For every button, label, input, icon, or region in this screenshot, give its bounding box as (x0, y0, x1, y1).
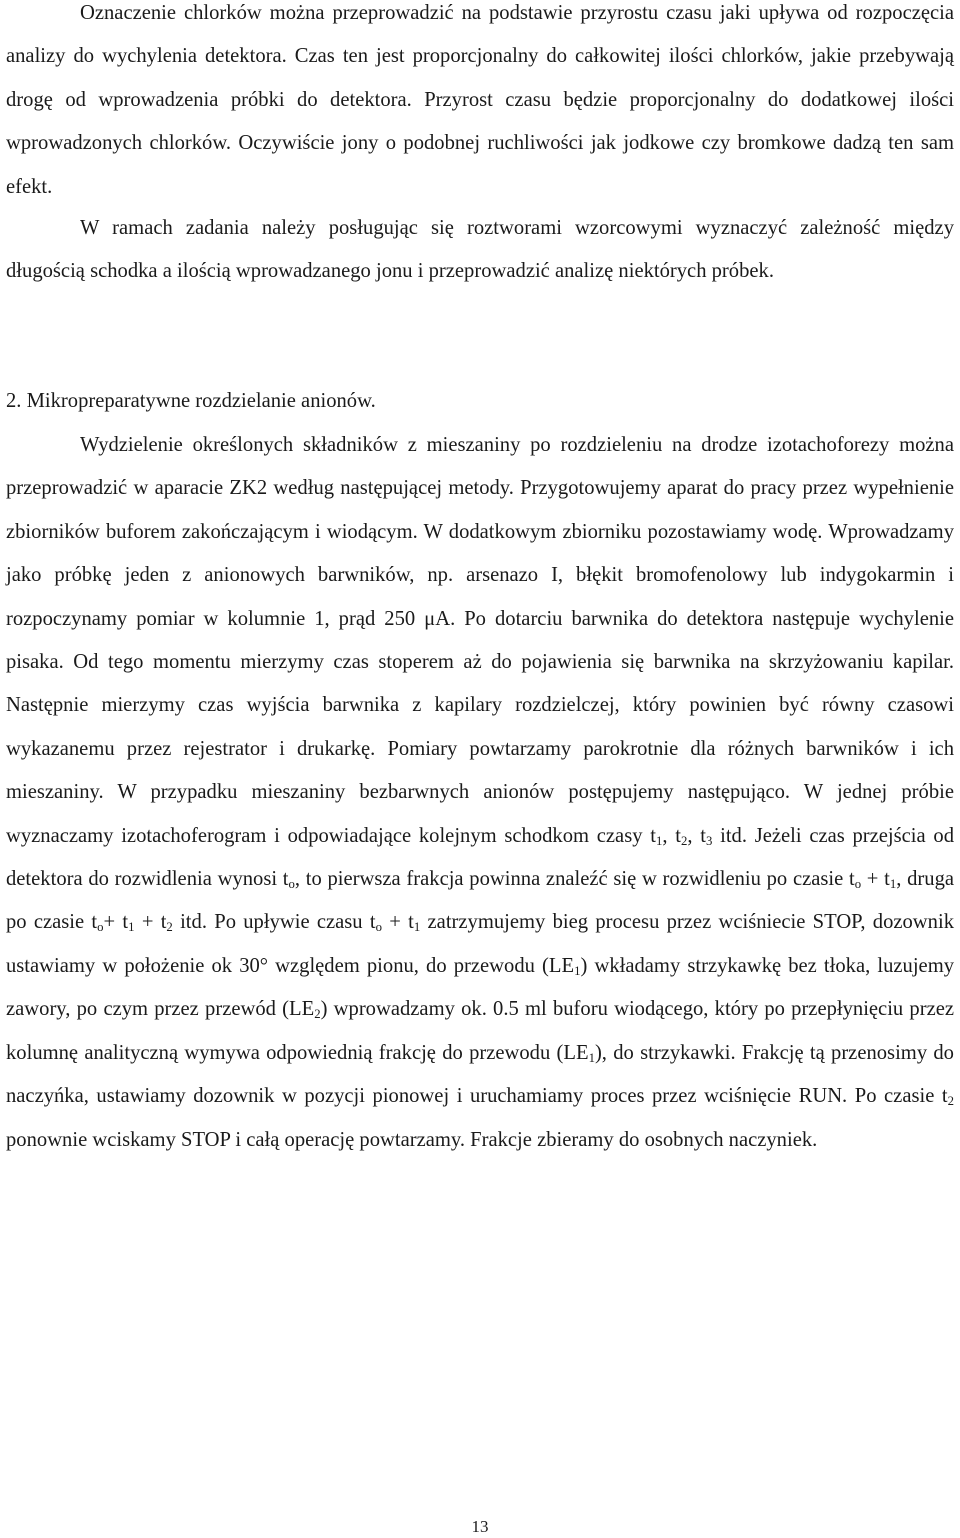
text-run: + t (861, 868, 890, 891)
text-run: + t (134, 911, 167, 934)
subscript: o (375, 920, 382, 935)
subscript: o (854, 876, 862, 891)
text-run: , to pierwsza frakcja powinna znaleźć się w rozwidleniu po czasie t (294, 868, 855, 891)
subscript: 1 (588, 1050, 595, 1065)
text-run: zatrzymujemy bieg procesu przez wciśniecie STOP, dozownik ustawiamy w położenie ok 30° względem pionu, do przewodu (LE (6, 911, 954, 977)
text-run: + t (382, 911, 414, 934)
paragraph-chloride-determination: Oznaczenie chlorków można przeprowadzić na podstawie przyrostu czasu jaki upływa od rozpoczęcia analizy do wychylenia detektora. Czas ten jest proporcjonalny do całkowitej ilości chlorków, jakie przebywają drogę od wprowadzenia próbki do detektora. Przyrost czasu będzie proporcjonalny do dodatkowej ilości wprowadzonych chlorków. Oczywiście jony o podobnej ruchliwości jak jodkowe czy bromkowe dadzą ten sam efekt. (6, 2, 954, 198)
subscript: o (97, 920, 104, 935)
subscript: 1 (574, 963, 581, 978)
paragraph-micropreparative-separation (6, 424, 954, 1162)
subscript: 1 (655, 833, 663, 848)
subscript: 1 (128, 920, 135, 935)
text-run: , t (662, 824, 681, 847)
subscript: 2 (680, 833, 688, 848)
text-run: , t (687, 824, 706, 847)
subscript: 1 (889, 876, 897, 891)
subscript: 2 (314, 1007, 321, 1022)
text-run: itd. Jeżeli czas przejścia od detektora do rozwidlenia wynosi t (6, 824, 954, 891)
text-run: itd. Po upływie czasu t (172, 911, 376, 934)
section-heading: 2. Mikropreparatywne rozdzielanie anionów. (6, 390, 376, 412)
page-number: 13 (471, 1517, 489, 1536)
subscript: o (288, 876, 295, 891)
subscript: 2 (947, 1093, 954, 1108)
text-run: , druga po czasie t (6, 868, 955, 934)
text-run: ) wprowadzamy ok. 0.5 ml buforu wiodącego, który po przepłynięciu przez kolumnę analityczną wymywa odpowiednią frakcję do przewodu (LE (6, 998, 955, 1064)
text-run: ), do strzykawki. Frakcję tą przenosimy do naczyńka, ustawiamy dozownik w pozycji pionowej i uruchamiamy proces przez wciśnięcie RUN. Po czasie t (6, 1041, 954, 1108)
text-run: Wydzielenie określonych składników z mieszaniny po rozdzieleniu na drodze izotachoforezy można przeprowadzić w aparacie ZK2 według następującej metody. Przygotowujemy aparat do pracy przez wypełnienie zbiorników buforem zakończającym i wiodącym. W dodatkowym zbiorniku pozostawiamy wodę. Wprowadzamy jako próbkę jeden z anionowych barwników, np. arsenazo I, błękit bromofenolowy lub indygokarmin i rozpoczynamy pomiar w kolumnie 1, prąd 250 μA. Po dotarciu barwnika do detektora następuje wychylenie pisaka. Od tego momentu mierzymy czas stoperem aż do pojawienia się barwnika na skrzyżowaniu kapilar. Następnie mierzymy czas wyjścia barwnika z kapilary rozdzielczej, który powinien być równy czasowi wykazanemu przez rejestrator i drukarkę. Pomiary powtarzamy parokrotnie dla różnych barwników i ich mieszaniny. W przypadku mieszaniny bezbarwnych anionów postępujemy następująco. W jednej próbie wyznaczamy izotachoferogram i odpowiadające kolejnym schodkom czasy t (6, 434, 954, 847)
subscript: 1 (413, 920, 421, 935)
text-run: ) wkładamy strzykawkę bez tłoka, luzujemy zawory, po czym przez przewód (LE (6, 954, 955, 1021)
paragraph-task-description: W ramach zadania należy posługując się roztworami wzorcowymi wyznaczyć zależność między długością schodka a ilością wprowadzanego jonu i przeprowadzić analizę niektórych próbek. (6, 217, 954, 283)
text-run: + t (103, 911, 129, 934)
text-run: ponownie wciskamy STOP i całą operację powtarzamy. Frakcje zbieramy do osobnych naczyniek. (6, 1128, 818, 1151)
subscript: 3 (705, 833, 713, 848)
subscript: 2 (166, 920, 173, 935)
